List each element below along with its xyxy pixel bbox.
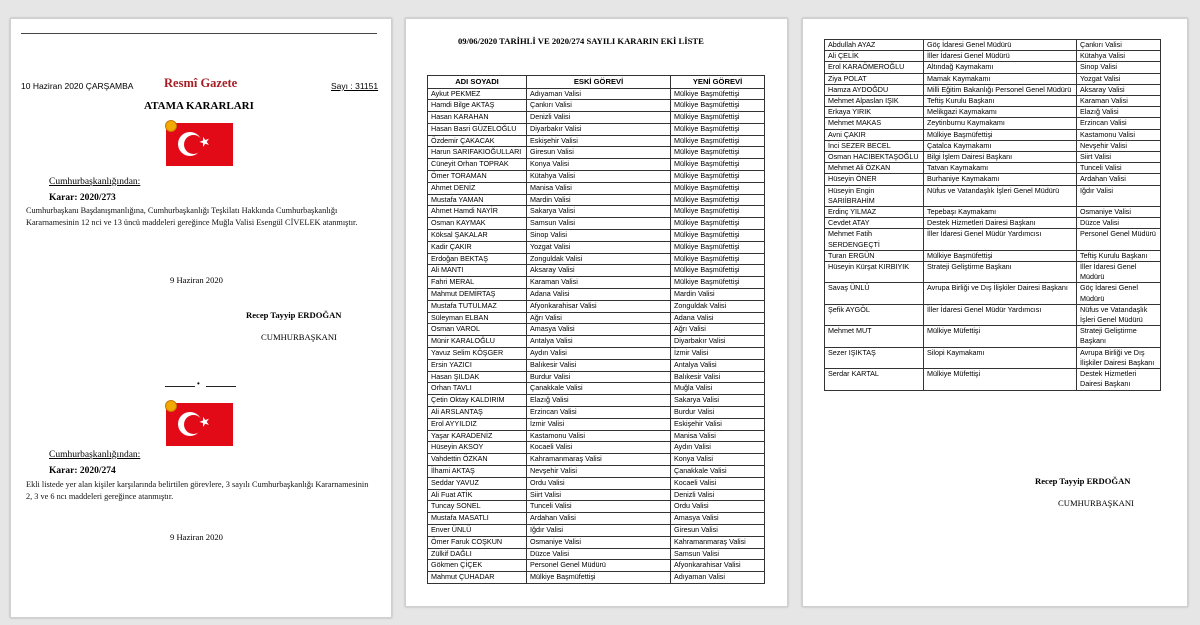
- table-row: [428, 395, 765, 407]
- table-row: [825, 140, 1161, 151]
- new-role: Adana Valisi: [671, 312, 765, 324]
- new-role: Afyonkarahisar Valisi: [671, 560, 765, 572]
- person-name: Erkaya YIRIK: [825, 107, 924, 118]
- table-row: [825, 163, 1161, 174]
- old-role: Samsun Valisi: [527, 218, 671, 230]
- new-role: Konya Valisi: [671, 454, 765, 466]
- new-role: Nüfus ve Vatandaşlık İşleri Genel Müdürü: [1077, 304, 1161, 325]
- table-row: [428, 218, 765, 230]
- person-name: Fahri MERAL: [428, 277, 527, 289]
- new-role: Karaman Valisi: [1077, 96, 1161, 107]
- old-role: Tatvan Kaymakamı: [924, 163, 1077, 174]
- column-header-old-role: ESKİ GÖREVİ: [527, 76, 671, 89]
- person-name: Mustafa TUTULMAZ: [428, 300, 527, 312]
- new-role: Düzce Valisi: [1077, 218, 1161, 229]
- table-row: [825, 118, 1161, 129]
- table-row: [825, 185, 1161, 206]
- new-role: Mülkiye Başmüfettişi: [671, 135, 765, 147]
- old-role: Ardahan Valisi: [527, 513, 671, 525]
- table-row: [825, 250, 1161, 261]
- old-role: Avrupa Birliği ve Dış İlişkiler Dairesi Başkanı: [924, 283, 1077, 304]
- person-name: Mahmut DEMİRTAŞ: [428, 289, 527, 301]
- new-role: Teftiş Kurulu Başkanı: [1077, 250, 1161, 261]
- person-name: Gökmen ÇİÇEK: [428, 560, 527, 572]
- table-row: [428, 194, 765, 206]
- new-role: Sakarya Valisi: [671, 395, 765, 407]
- new-role: Mülkiye Başmüfettişi: [671, 265, 765, 277]
- new-role: Iğdır Valisi: [1077, 185, 1161, 206]
- person-name: Münir KARALOĞLU: [428, 336, 527, 348]
- old-role: Ağrı Valisi: [527, 312, 671, 324]
- new-role: Mülkiye Başmüfettişi: [671, 182, 765, 194]
- old-role: Kastamonu Valisi: [527, 430, 671, 442]
- table-row: [825, 369, 1161, 390]
- person-name: Mustafa MASATLI: [428, 513, 527, 525]
- old-role: İller İdaresi Genel Müdürü: [924, 51, 1077, 62]
- new-role: Mardin Valisi: [671, 289, 765, 301]
- old-role: Ordu Valisi: [527, 477, 671, 489]
- table-row: [825, 107, 1161, 118]
- person-name: Ali ARSLANTAŞ: [428, 407, 527, 419]
- new-role: Avrupa Birliği ve Dış İlişkiler Dairesi Başkanı: [1077, 347, 1161, 368]
- old-role: Kahramanmaraş Valisi: [527, 454, 671, 466]
- table-row: [825, 347, 1161, 368]
- table-row: [428, 442, 765, 454]
- person-name: Cevdet ATAY: [825, 218, 924, 229]
- top-rule: [21, 33, 377, 34]
- old-role: Mülkiye Müfettişi: [924, 326, 1077, 347]
- person-name: Hüseyin Kürşat KIRBIYIK: [825, 262, 924, 283]
- person-name: Hamza AYDOĞDU: [825, 84, 924, 95]
- person-name: Ziya POLAT: [825, 73, 924, 84]
- table-row: [428, 159, 765, 171]
- new-role: Diyarbakır Valisi: [671, 336, 765, 348]
- new-role: Siirt Valisi: [1077, 152, 1161, 163]
- person-name: Ahmet Hamdi NAYİR: [428, 206, 527, 218]
- old-role: Göç İdaresi Genel Müdürü: [924, 40, 1077, 51]
- table-row: [428, 430, 765, 442]
- new-role: Mülkiye Başmüfettişi: [671, 112, 765, 124]
- old-role: Mülkiye Başmüfettişi: [924, 250, 1077, 261]
- table-row: [428, 182, 765, 194]
- column-header-new-role: YENİ GÖREVİ: [671, 76, 765, 89]
- new-role: İzmir Valisi: [671, 348, 765, 360]
- new-role: Mülkiye Başmüfettişi: [671, 206, 765, 218]
- table-row: [428, 383, 765, 395]
- person-name: Vahdettin ÖZKAN: [428, 454, 527, 466]
- signer-title: CUMHURBAŞKANI: [1058, 498, 1134, 508]
- person-name: Orhan TAVLI: [428, 383, 527, 395]
- person-name: Mehmet Alpaslan IŞIK: [825, 96, 924, 107]
- person-name: Ömer TORAMAN: [428, 171, 527, 183]
- new-role: Ardahan Valisi: [1077, 174, 1161, 185]
- new-role: Amasya Valisi: [671, 513, 765, 525]
- old-role: Düzce Valisi: [527, 548, 671, 560]
- person-name: Harun SARIFAKIOĞULLARI: [428, 147, 527, 159]
- person-name: Osman HACIBEKTAŞOĞLU: [825, 152, 924, 163]
- new-role: Mülkiye Başmüfettişi: [671, 123, 765, 135]
- decision-date-1: 9 Haziran 2020: [170, 275, 223, 285]
- old-role: Burhaniye Kaymakamı: [924, 174, 1077, 185]
- appointment-table: [427, 75, 765, 584]
- person-name: Ali Fuat ATİK: [428, 489, 527, 501]
- table-row: [825, 174, 1161, 185]
- table-row: [428, 289, 765, 301]
- old-role: Aydın Valisi: [527, 348, 671, 360]
- table-row: [428, 206, 765, 218]
- person-name: Zülkif DAĞLI: [428, 548, 527, 560]
- person-name: Hasan Basri GÜZELOĞLU: [428, 123, 527, 135]
- table-row: [428, 536, 765, 548]
- table-row: [428, 88, 765, 100]
- table-row: [428, 241, 765, 253]
- table-row: [428, 572, 765, 584]
- table-row: [825, 207, 1161, 218]
- old-role: Çatalca Kaymakamı: [924, 140, 1077, 151]
- person-name: Aykut PEKMEZ: [428, 88, 527, 100]
- old-role: Nüfus ve Vatandaşlık İşleri Genel Müdürü: [924, 185, 1077, 206]
- new-role: Denizli Valisi: [671, 489, 765, 501]
- new-role: Burdur Valisi: [671, 407, 765, 419]
- appointment-list-page-1: [405, 18, 788, 607]
- table-row: [428, 253, 765, 265]
- new-role: Mülkiye Başmüfettişi: [671, 147, 765, 159]
- table-row: [428, 501, 765, 513]
- old-role: Destek Hizmetleri Dairesi Başkanı: [924, 218, 1077, 229]
- new-role: Strateji Geliştirme Başkanı: [1077, 326, 1161, 347]
- old-role: Siirt Valisi: [527, 489, 671, 501]
- table-row: [825, 326, 1161, 347]
- old-role: Yozgat Valisi: [527, 241, 671, 253]
- old-role: İzmir Valisi: [527, 418, 671, 430]
- table-row: [428, 524, 765, 536]
- table-row: [428, 454, 765, 466]
- old-role: Sakarya Valisi: [527, 206, 671, 218]
- table-row: [825, 129, 1161, 140]
- new-role: Zonguldak Valisi: [671, 300, 765, 312]
- new-role: Çanakkale Valisi: [671, 466, 765, 478]
- old-role: Personel Genel Müdürü: [527, 560, 671, 572]
- table-row: [825, 304, 1161, 325]
- new-role: Eskişehir Valisi: [671, 418, 765, 430]
- new-role: Mülkiye Başmüfettişi: [671, 100, 765, 112]
- new-role: Adıyaman Valisi: [671, 572, 765, 584]
- turkish-flag-icon: [166, 403, 233, 446]
- person-name: Sezer IŞIKTAŞ: [825, 347, 924, 368]
- old-role: Mülkiye Başmüfettişi: [924, 129, 1077, 140]
- new-role: Mülkiye Başmüfettişi: [671, 218, 765, 230]
- old-role: Melikgazi Kaymakamı: [924, 107, 1077, 118]
- old-role: İller İdaresi Genel Müdür Yardımcısı: [924, 304, 1077, 325]
- new-role: Destek Hizmetleri Dairesi Başkanı: [1077, 369, 1161, 390]
- table-row: [428, 418, 765, 430]
- decision-number-2: Karar: 2020/274: [49, 466, 116, 476]
- person-name: Hüseyin Engin SARIİBRAHİM: [825, 185, 924, 206]
- person-name: Osman KAYMAK: [428, 218, 527, 230]
- new-role: Kahramanmaraş Valisi: [671, 536, 765, 548]
- decision-date-2: 9 Haziran 2020: [170, 532, 223, 542]
- new-role: Giresun Valisi: [671, 524, 765, 536]
- old-role: Mamak Kaymakamı: [924, 73, 1077, 84]
- table-row: [825, 262, 1161, 283]
- old-role: Tunceli Valisi: [527, 501, 671, 513]
- old-role: Amasya Valisi: [527, 324, 671, 336]
- new-role: Mülkiye Başmüfettişi: [671, 230, 765, 242]
- new-role: Mülkiye Başmüfettişi: [671, 253, 765, 265]
- person-name: Köksal ŞAKALAR: [428, 230, 527, 242]
- star-icon: ★: [196, 133, 213, 152]
- person-name: Erol AYYILDIZ: [428, 418, 527, 430]
- old-role: Çankırı Valisi: [527, 100, 671, 112]
- date-line: 10 Haziran 2020 ÇARŞAMBA: [21, 81, 134, 91]
- new-role: Sinop Valisi: [1077, 62, 1161, 73]
- old-role: Adıyaman Valisi: [527, 88, 671, 100]
- new-role: Manisa Valisi: [671, 430, 765, 442]
- old-role: Antalya Valisi: [527, 336, 671, 348]
- person-name: Mahmut ÇUHADAR: [428, 572, 527, 584]
- signer-title-1: CUMHURBAŞKANI: [261, 332, 337, 342]
- person-name: Erdoğan BEKTAŞ: [428, 253, 527, 265]
- person-name: Hasan ŞILDAK: [428, 371, 527, 383]
- table-row: [428, 560, 765, 572]
- person-name: Savaş ÜNLÜ: [825, 283, 924, 304]
- old-role: İller İdaresi Genel Müdür Yardımcısı: [924, 229, 1077, 250]
- person-name: Hüseyin AKSOY: [428, 442, 527, 454]
- old-role: Mülkiye Müfettişi: [924, 369, 1077, 390]
- table-row: [428, 477, 765, 489]
- old-role: Manisa Valisi: [527, 182, 671, 194]
- old-role: Denizli Valisi: [527, 112, 671, 124]
- table-row: [428, 348, 765, 360]
- new-role: Muğla Valisi: [671, 383, 765, 395]
- new-role: Personel Genel Müdürü: [1077, 229, 1161, 250]
- old-role: Nevşehir Valisi: [527, 466, 671, 478]
- table-row: [428, 135, 765, 147]
- old-role: Diyarbakır Valisi: [527, 123, 671, 135]
- person-name: Osman VAROL: [428, 324, 527, 336]
- person-name: Süleyman ELBAN: [428, 312, 527, 324]
- new-role: Erzincan Valisi: [1077, 118, 1161, 129]
- old-role: Tepebaşı Kaymakamı: [924, 207, 1077, 218]
- new-role: Çankırı Valisi: [1077, 40, 1161, 51]
- old-role: Mülkiye Başmüfettişi: [527, 572, 671, 584]
- person-name: Ali MANTI: [428, 265, 527, 277]
- old-role: Mardin Valisi: [527, 194, 671, 206]
- person-name: Enver ÜNLÜ: [428, 524, 527, 536]
- table-row: [825, 40, 1161, 51]
- person-name: Serdar KARTAL: [825, 369, 924, 390]
- person-name: Özdemir ÇAKACAK: [428, 135, 527, 147]
- table-row: [428, 466, 765, 478]
- decision-text-2: Ekli listede yer alan kişiler karşılarında belirtilen görevlere, 3 sayılı Cumhurbaşkanlığı Kararnamesinin 2, 3 ve 6 ncı maddeleri gereğince atanmıştır.: [26, 480, 369, 501]
- old-role: Konya Valisi: [527, 159, 671, 171]
- person-name: Ali ÇELİK: [825, 51, 924, 62]
- old-role: Teftiş Kurulu Başkanı: [924, 96, 1077, 107]
- table-row: [428, 359, 765, 371]
- new-role: Mülkiye Başmüfettişi: [671, 159, 765, 171]
- list-title: 09/06/2020 TARİHLİ VE 2020/274 SAYILI KARARIN EKİ LİSTE: [458, 36, 704, 46]
- person-name: Mehmet MUT: [825, 326, 924, 347]
- person-name: Hasan KARAHAN: [428, 112, 527, 124]
- turkish-flag-icon: [166, 123, 233, 166]
- table-row: [825, 152, 1161, 163]
- person-name: Abdullah AYAZ: [825, 40, 924, 51]
- table-row: [825, 218, 1161, 229]
- issuer-2: Cumhurbaşkanlığından:: [49, 450, 141, 460]
- person-name: Mustafa YAMAN: [428, 194, 527, 206]
- new-role: Samsun Valisi: [671, 548, 765, 560]
- table-row: [428, 312, 765, 324]
- old-role: Giresun Valisi: [527, 147, 671, 159]
- person-name: Avni ÇAKIR: [825, 129, 924, 140]
- new-role: Ağrı Valisi: [671, 324, 765, 336]
- old-role: Karaman Valisi: [527, 277, 671, 289]
- issuer-1: Cumhurbaşkanlığından:: [49, 177, 141, 187]
- decision-text-1: Cumhurbaşkanı Başdanışmanlığına, Cumhurbaşkanlığı Teşkilatı Hakkında Cumhurbaşkanlığı Kararnamesinin 12 nci ve 13 üncü maddeleri gereğince Muğla Valisi Esengül CİVELEK atanmıştır.: [26, 206, 358, 227]
- old-role: Balıkesir Valisi: [527, 359, 671, 371]
- table-row: [428, 548, 765, 560]
- old-role: Bilgi İşlem Dairesi Başkanı: [924, 152, 1077, 163]
- table-row: [428, 300, 765, 312]
- new-role: Aydın Valisi: [671, 442, 765, 454]
- new-role: Mülkiye Başmüfettişi: [671, 171, 765, 183]
- appointment-table-continued: [824, 39, 1161, 391]
- person-name: Mehmet MAKAS: [825, 118, 924, 129]
- new-role: Mülkiye Başmüfettişi: [671, 194, 765, 206]
- old-role: Afyonkarahisar Valisi: [527, 300, 671, 312]
- table-row: [428, 489, 765, 501]
- old-role: Kocaeli Valisi: [527, 442, 671, 454]
- person-name: Hamdi Bilge AKTAŞ: [428, 100, 527, 112]
- old-role: Adana Valisi: [527, 289, 671, 301]
- old-role: Elazığ Valisi: [527, 395, 671, 407]
- old-role: Silopi Kaymakamı: [924, 347, 1077, 368]
- new-role: Kastamonu Valisi: [1077, 129, 1161, 140]
- star-icon: ★: [196, 413, 213, 432]
- person-name: Turan ERGÜN: [825, 250, 924, 261]
- person-name: Mehmet Fatih SERDENGEÇTİ: [825, 229, 924, 250]
- table-row: [825, 51, 1161, 62]
- table-row: [428, 265, 765, 277]
- old-role: Osmaniye Valisi: [527, 536, 671, 548]
- signer-name-1: Recep Tayyip ERDOĞAN: [246, 310, 342, 320]
- person-name: Cüneyit Orhan TOPRAK: [428, 159, 527, 171]
- new-role: İller İdaresi Genel Müdürü: [1077, 262, 1161, 283]
- new-role: Kütahya Valisi: [1077, 51, 1161, 62]
- new-role: Göç İdaresi Genel Müdürü: [1077, 283, 1161, 304]
- table-row: [428, 147, 765, 159]
- person-name: Ersin YAZICI: [428, 359, 527, 371]
- person-name: İlhami AKTAŞ: [428, 466, 527, 478]
- table-row: [825, 96, 1161, 107]
- old-role: Iğdır Valisi: [527, 524, 671, 536]
- old-role: Aksaray Valisi: [527, 265, 671, 277]
- table-row: [428, 407, 765, 419]
- table-row: [825, 283, 1161, 304]
- old-role: Zonguldak Valisi: [527, 253, 671, 265]
- table-row: [825, 62, 1161, 73]
- person-name: Yavuz Selim KÖŞGER: [428, 348, 527, 360]
- old-role: Sinop Valisi: [527, 230, 671, 242]
- old-role: Eskişehir Valisi: [527, 135, 671, 147]
- table-row: [428, 324, 765, 336]
- signer-name: Recep Tayyip ERDOĞAN: [1035, 476, 1131, 486]
- new-role: Elazığ Valisi: [1077, 107, 1161, 118]
- decision-number-1: Karar: 2020/273: [49, 193, 116, 203]
- gazette-page-1: 10 Haziran 2020 ÇARŞAMBA Resmî Gazete Sayı : 31151 ATAMA KARARLARI ★ Cumhurbaşkanlığından: Karar: 2020/273 Cumhurbaşkanı Başdanışmanlığına, Cumhurbaşkanlığı Teşkilatı Hakkında Cumhurbaşkanlığı Kararnamesinin 12 nci ve 13 üncü maddeleri gereğince Muğla Valisi Esengül CİVELEK atanmıştır. 9 Haziran 2020 Recep Tayyip ERDOĞAN CUMHURBAŞKANI • ★ Cumhurbaşkanlığından: Karar: 2020/274 Ekli listede yer alan kişiler karşılarında belirtilen görevlere, 3 sayılı Cumhurbaşkanlığı Kararnamesinin 2, 3 ve 6 ncı maddeleri gereğince atanmıştır. 9 Haziran 2020: [10, 18, 392, 618]
- new-role: Ordu Valisi: [671, 501, 765, 513]
- old-role: Milli Eğitim Bakanlığı Personel Genel Müdürü: [924, 84, 1077, 95]
- table-row: [428, 171, 765, 183]
- new-role: Yozgat Valisi: [1077, 73, 1161, 84]
- table-row: [428, 123, 765, 135]
- person-name: Şefik AYGÖL: [825, 304, 924, 325]
- person-name: Yaşar KARADENİZ: [428, 430, 527, 442]
- old-role: Strateji Geliştirme Başkanı: [924, 262, 1077, 283]
- person-name: Ömer Faruk COŞKUN: [428, 536, 527, 548]
- table-row: [428, 371, 765, 383]
- person-name: Seddar YAVUZ: [428, 477, 527, 489]
- table-row: [428, 100, 765, 112]
- old-role: Altındağ Kaymakamı: [924, 62, 1077, 73]
- new-role: Nevşehir Valisi: [1077, 140, 1161, 151]
- table-row: [428, 112, 765, 124]
- old-role: Erzincan Valisi: [527, 407, 671, 419]
- emblem-icon: [165, 120, 177, 132]
- new-role: Balıkesir Valisi: [671, 371, 765, 383]
- column-header-name: ADI SOYADI: [428, 76, 527, 89]
- new-role: Aksaray Valisi: [1077, 84, 1161, 95]
- emblem-icon: [165, 400, 177, 412]
- new-role: Mülkiye Başmüfettişi: [671, 277, 765, 289]
- old-role: Burdur Valisi: [527, 371, 671, 383]
- table-row: [428, 336, 765, 348]
- table-row: [428, 513, 765, 525]
- person-name: İnci SEZER BECEL: [825, 140, 924, 151]
- gazette-title: Resmî Gazete: [164, 76, 238, 90]
- old-role: Çanakkale Valisi: [527, 383, 671, 395]
- table-row: [428, 277, 765, 289]
- new-role: Mülkiye Başmüfettişi: [671, 241, 765, 253]
- section-title: ATAMA KARARLARI: [144, 100, 254, 112]
- new-role: Mülkiye Başmüfettişi: [671, 88, 765, 100]
- person-name: Mehmet Ali ÖZKAN: [825, 163, 924, 174]
- person-name: Çetin Oktay KALDIRIM: [428, 395, 527, 407]
- table-row: [825, 84, 1161, 95]
- table-row: [825, 73, 1161, 84]
- new-role: Tunceli Valisi: [1077, 163, 1161, 174]
- old-role: Kütahya Valisi: [527, 171, 671, 183]
- person-name: Ahmet DENİZ: [428, 182, 527, 194]
- new-role: Osmaniye Valisi: [1077, 207, 1161, 218]
- appointment-list-page-2: [802, 18, 1188, 607]
- person-name: Kadir ÇAKIR: [428, 241, 527, 253]
- person-name: Hüseyin ÖNER: [825, 174, 924, 185]
- old-role: Zeytinburnu Kaymakamı: [924, 118, 1077, 129]
- person-name: Erdinç YILMAZ: [825, 207, 924, 218]
- table-row: [825, 229, 1161, 250]
- new-role: Antalya Valisi: [671, 359, 765, 371]
- table-row: [428, 230, 765, 242]
- new-role: Kocaeli Valisi: [671, 477, 765, 489]
- issue-number: Sayı : 31151: [331, 81, 379, 91]
- person-name: Erol KARAÖMEROĞLU: [825, 62, 924, 73]
- person-name: Tuncay SONEL: [428, 501, 527, 513]
